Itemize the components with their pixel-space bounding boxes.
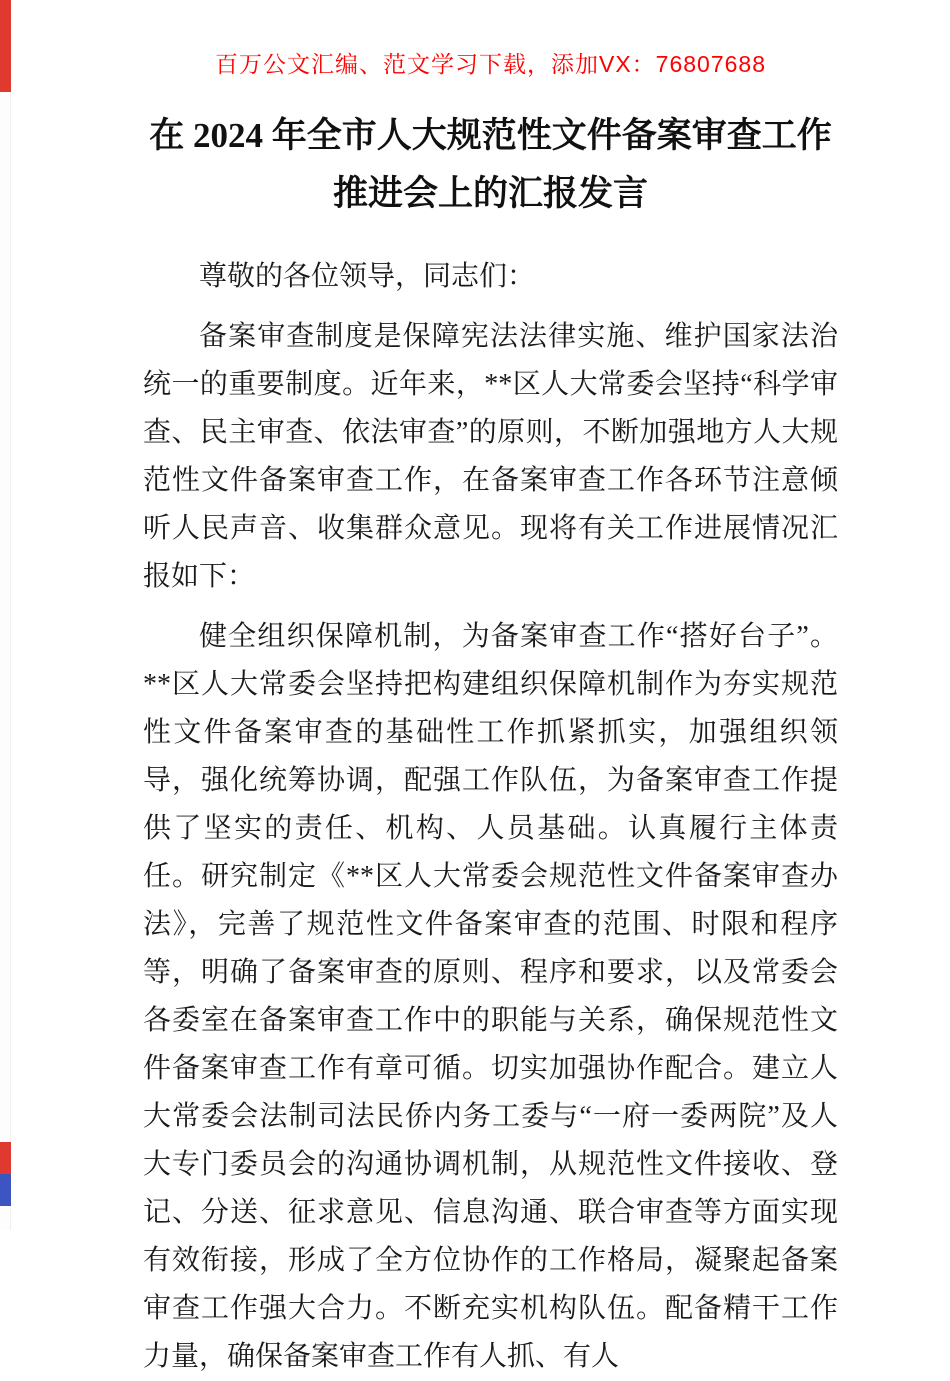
left-sliver-red-top <box>0 0 11 92</box>
left-edge-page-sliver <box>0 0 11 1230</box>
document-title: 在 2024 年全市人大规范性文件备案审查工作推进会上的汇报发言 <box>149 116 832 213</box>
paragraph-intro: 备案审查制度是保障宪法法律实施、维护国家法治统一的重要制度。近年来，**区人大常委会坚持“科学审查、民主审查、依法审查”的原则，不断加强地方人大规范性文件备案审查工作，在备案审查工作各环节注意倾听人民声音、收集群众意见。现将有关工作进展情况汇报如下： <box>143 321 838 592</box>
paragraph-section-1: 健全组织保障机制，为备案审查工作“搭好台子”。**区人大常委会坚持把构建组织保障机制作为夯实规范性文件备案审查的基础性工作抓紧抓实，加强组织领导，强化统筹协调，配强工作队伍，为备案审查工作提供了坚实的责任、机构、人员基础。认真履行主体责任。研究制定《**区人大常委会规范性文件备案审查办法》，完善了规范性文件备案审查的范围、时限和程序等，明确了备案审查的原则、程序和要求，以及常委会各委室在备案审查工作中的职能与关系，确保规范性文件备案审查工作有章可循。切实加强协作配合。建立人大常委会法制司法民侨内务工委与“一府一委两院”及人大专门委员会的沟通协调机制，从规范性文件接收、登记、分送、征求意见、信息沟通、联合审查等方面实现有效衔接，形成了全方位协作的工作格局，凝聚起备案审查工作强大合力。不断充实机构队伍。配备精干工作力量，确保备案审查工作有人抓、有人 <box>143 621 838 1372</box>
left-sliver-blue-bottom <box>0 1174 11 1206</box>
document-body <box>143 253 838 1381</box>
paragraph-salutation: 尊敬的各位领导，同志们： <box>199 261 536 292</box>
promo-watermark-text: 百万公文汇编、范文学习下载，添加VX：76807688 <box>214 51 766 77</box>
left-sliver-red-bottom <box>0 1142 11 1174</box>
document-page <box>11 0 950 1372</box>
